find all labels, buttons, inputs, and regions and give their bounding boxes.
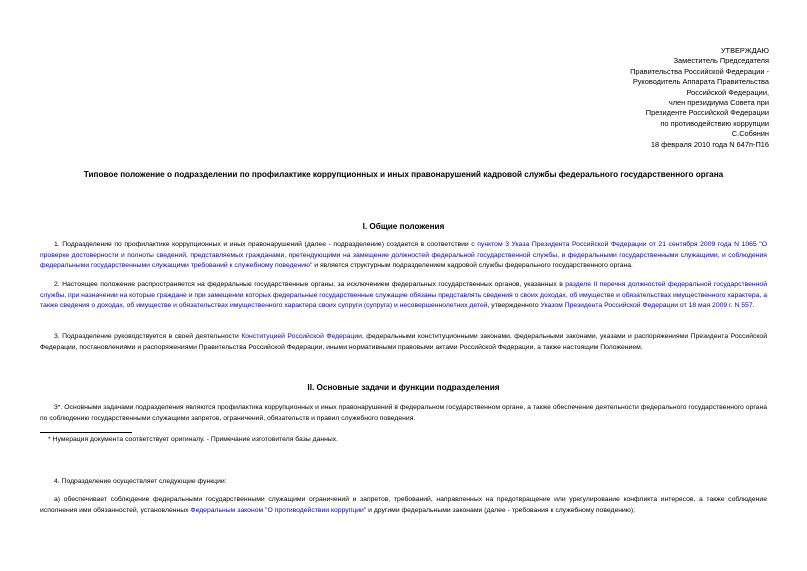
paragraph-1	[40, 240, 767, 272]
section-heading-tasks: II. Основные задачи и функции подразделения	[307, 383, 500, 392]
decree-link[interactable]: пунктом 3 Указа Президента Российской Федерации от 21 сентября 2009 года N 1065 "О проверке достоверности и полноты сведений, представляемых гражданами, претендующими на замещение должностей федеральной государственной службы, и федеральными государственными служащими, и соблюдения федеральными государственными служащими требований к служебному поведению"	[40, 241, 767, 270]
constitution-link[interactable]: Конституцией Российской Федерации	[241, 333, 362, 340]
footnote: * Нумерация документа соответствует оригиналу. - Примечание изготовителя базы данных.	[48, 436, 339, 443]
approval-line: Российской Федерации,	[686, 87, 769, 97]
approval-line: С.Собянин	[731, 129, 769, 139]
approval-line: Президенте Российской Федерации	[645, 108, 769, 118]
paragraph-text: 3. Подразделение руководствуется в своей деятельности	[54, 333, 242, 340]
paragraph-tasks: 3*. Основными задачами подразделения являются профилактика коррупционных и иных правонарушений в федеральном государственном органе, а также обеспечение деятельности федерального государственного органа по соблюдению государственными служащими запретов, ограничений, обязательств и правил служебного поведения.	[40, 404, 767, 422]
paragraph-text: а) обеспечивает соблюдение федеральными государственными служащими ограничений и запретов, требований, направленных на предотвращение или урегулирование конфликта интересов, а также соблюдение исполнения ими обязанностей, установленных	[40, 496, 767, 514]
section-heading-general: I. Общие положения	[362, 222, 445, 231]
decree-557-link[interactable]: Указом Президента Российской Федерации от 18 мая 2009 г. N 557	[540, 302, 753, 310]
approval-line: 18 февраля 2010 года N 647п-П16	[650, 139, 769, 149]
approval-line: Правительства Российской Федерации -	[630, 66, 769, 76]
paragraph-2	[40, 280, 767, 312]
approval-line: УТВЕРЖДАЮ	[720, 46, 769, 55]
approval-line: Руководитель Аппарата Правительства	[632, 77, 769, 87]
paragraph-text: , федеральными конституционными законами, федеральными законами, указами и распоряжениями Президента Российской Федерации, постановлениями и распоряжениями Правительства Российской Федерации, иными нормативными правовыми актами Российской Федерации, а также настоящим Положением.	[40, 333, 768, 351]
paragraph-text: .	[752, 302, 755, 310]
paragraph-function-a	[40, 495, 767, 516]
paragraph-functions: 4. Подразделение осуществляет следующие функции:	[54, 478, 227, 485]
approval-line: Заместитель Председателя	[673, 56, 769, 66]
approval-line: по противодействию коррупции	[660, 118, 769, 128]
paragraph-text: и другими федеральными законами (далее - требования к служебному поведению);	[366, 506, 636, 514]
anticorruption-law-link[interactable]: Федеральным законом "О противодействии коррупции"	[190, 506, 367, 514]
paragraph-3	[40, 332, 767, 353]
list-section-link[interactable]: разделе II перечня должностей федеральной государственной службы, при назначении на которые граждане и при замещении которых федеральные государственные служащие обязаны представлять сведения о своих доходах, об имуществе и обязательствах имущественного характера, а также сведения о доходах, об имуществе и обязательствах имущественного характера своих супруги (супруга) и несовершеннолетних детей	[40, 281, 767, 310]
footnote-divider	[40, 432, 132, 433]
paragraph-text: и является структурным подразделением кадровой службы федерального государственного органа.	[312, 262, 633, 270]
document-title: Типовое положение о подразделении по профилактике коррупционных и иных правонарушений кадровой службы федерального государственного органа	[83, 170, 724, 179]
approval-block	[469, 46, 769, 150]
paragraph-text: 1. Подразделение по профилактике коррупционных и иных правонарушений (далее - подразделение) создается в соответствии с	[54, 241, 478, 248]
paragraph-text: , утвержденного	[487, 302, 541, 310]
paragraph-text: 2. Настоящее положение распространяется на федеральные государственные органы, за исключением федеральных государственных органов, указанных в	[54, 281, 566, 288]
approval-line: член президиума Совета при	[668, 98, 769, 108]
